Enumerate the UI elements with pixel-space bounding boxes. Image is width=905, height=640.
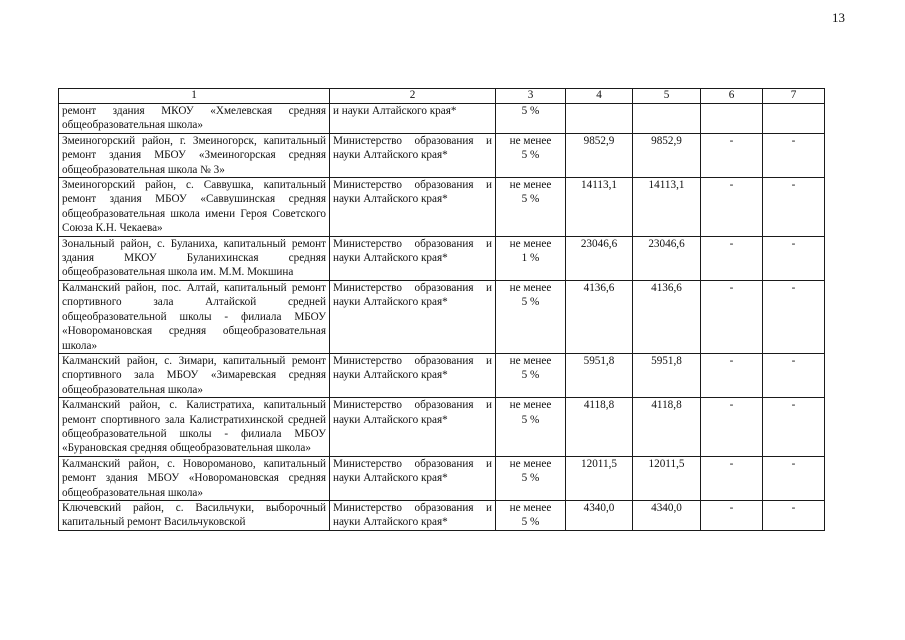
page-number: 13 (832, 10, 845, 25)
amount-total-cell: 4340,0 (566, 500, 633, 530)
amount-total-cell (566, 104, 633, 134)
share-value: 5 % (521, 193, 540, 206)
header-cell-2: 2 (330, 89, 496, 104)
share-value: 5 % (521, 149, 540, 162)
share-label: не менее (509, 237, 552, 250)
cofinancing-share-cell (496, 133, 566, 177)
amount-col6-cell: - (701, 500, 763, 530)
amount-col7-cell: - (763, 236, 825, 280)
table-row (59, 456, 825, 500)
share-value: 5 % (521, 516, 540, 529)
cofinancing-share-cell (496, 104, 566, 134)
table-row (59, 178, 825, 237)
share-label: не менее (509, 134, 552, 147)
table-row (59, 104, 825, 134)
amount-col7-cell: - (763, 178, 825, 237)
share-label: не менее (509, 281, 552, 294)
amount-year-cell: 5951,8 (633, 353, 701, 397)
share-value: 5 % (521, 369, 540, 382)
share-label: не менее (509, 179, 552, 192)
cofinancing-share-cell (496, 500, 566, 530)
amount-total-cell: 14113,1 (566, 178, 633, 237)
table-row (59, 280, 825, 353)
amount-year-cell: 9852,9 (633, 133, 701, 177)
amount-total-cell: 12011,5 (566, 456, 633, 500)
executor-cell: Министерство образования и науки Алтайского края* (330, 236, 496, 280)
cofinancing-share-cell (496, 353, 566, 397)
object-name-cell: ремонт здания МКОУ «Хмелевская средняя общеобразовательная школа» (59, 104, 330, 134)
amount-col6-cell: - (701, 236, 763, 280)
executor-cell: Министерство образования и науки Алтайского края* (330, 133, 496, 177)
table-row (59, 133, 825, 177)
amount-total-cell: 23046,6 (566, 236, 633, 280)
amount-col7-cell: - (763, 280, 825, 353)
executor-cell: Министерство образования и науки Алтайского края* (330, 353, 496, 397)
amount-col6-cell: - (701, 353, 763, 397)
object-name-cell: Ключевский район, с. Васильчуки, выборочный капитальный ремонт Васильчуковской (59, 500, 330, 530)
amount-col7-cell: - (763, 133, 825, 177)
amount-year-cell: 14113,1 (633, 178, 701, 237)
amount-total-cell: 9852,9 (566, 133, 633, 177)
share-value: 5 % (521, 472, 540, 485)
amount-col6-cell: - (701, 133, 763, 177)
amount-col7-cell (763, 104, 825, 134)
executor-cell: Министерство образования и науки Алтайского края* (330, 456, 496, 500)
amount-col6-cell (701, 104, 763, 134)
share-value: 5 % (521, 413, 540, 426)
share-value: 5 % (521, 296, 540, 309)
share-label: не менее (509, 501, 552, 514)
amount-col7-cell: - (763, 353, 825, 397)
share-value: 5 % (521, 105, 540, 117)
table-row (59, 398, 825, 457)
object-name-cell: Зональный район, с. Буланиха, капитальный ремонт здания МКОУ Буланихинская средняя общеобразовательная школа им. М.М. Мокшина (59, 236, 330, 280)
executor-cell: Министерство образования и науки Алтайского края* (330, 398, 496, 457)
cofinancing-share-cell (496, 456, 566, 500)
amount-col7-cell: - (763, 456, 825, 500)
object-name-cell: Калманский район, с. Калистратиха, капитальный ремонт спортивного зала Калистратихинской средней общеобразовательной школы - филиала МБОУ «Бурановская средняя общеобразовательная школа» (59, 398, 330, 457)
amount-year-cell: 12011,5 (633, 456, 701, 500)
amount-total-cell: 5951,8 (566, 353, 633, 397)
cofinancing-share-cell (496, 236, 566, 280)
header-cell-5: 5 (633, 89, 701, 104)
object-name-cell: Калманский район, с. Зимари, капитальный ремонт спортивного зала МБОУ «Зимаревская средняя общеобразовательная школа» (59, 353, 330, 397)
header-cell-1: 1 (59, 89, 330, 104)
header-cell-4: 4 (566, 89, 633, 104)
amount-col6-cell: - (701, 398, 763, 457)
header-cell-7: 7 (763, 89, 825, 104)
amount-col7-cell: - (763, 500, 825, 530)
amount-col7-cell: - (763, 398, 825, 457)
share-label: не менее (509, 354, 552, 367)
amount-col6-cell: - (701, 280, 763, 353)
header-cell-6: 6 (701, 89, 763, 104)
share-label: не менее (509, 457, 552, 470)
table-header-row (59, 89, 825, 104)
executor-cell: Министерство образования и науки Алтайского края* (330, 280, 496, 353)
amount-year-cell: 4340,0 (633, 500, 701, 530)
amount-year-cell: 23046,6 (633, 236, 701, 280)
header-cell-3: 3 (496, 89, 566, 104)
amount-total-cell: 4118,8 (566, 398, 633, 457)
amount-year-cell: 4118,8 (633, 398, 701, 457)
amount-col6-cell: - (701, 178, 763, 237)
table-row (59, 353, 825, 397)
object-name-cell: Змеиногорский район, с. Саввушка, капитальный ремонт здания МБОУ «Саввушинская средняя общеобразовательная школа имени Героя Советского Союза К.Н. Чекаева» (59, 178, 330, 237)
object-name-cell: Калманский район, пос. Алтай, капитальный ремонт спортивного зала Алтайской средней общеобразовательной школы - филиала МБОУ «Новоромановская средняя общеобразовательная школа» (59, 280, 330, 353)
amount-year-cell: 4136,6 (633, 280, 701, 353)
table-body (59, 104, 825, 531)
share-label: не менее (509, 399, 552, 412)
amount-total-cell: 4136,6 (566, 280, 633, 353)
cofinancing-share-cell (496, 280, 566, 353)
amount-year-cell (633, 104, 701, 134)
executor-cell: и науки Алтайского края* (330, 104, 496, 134)
share-value: 1 % (521, 252, 540, 265)
program-table (58, 88, 825, 531)
executor-cell: Министерство образования и науки Алтайского края* (330, 500, 496, 530)
executor-cell: Министерство образования и науки Алтайского края* (330, 178, 496, 237)
object-name-cell: Калманский район, с. Новороманово, капитальный ремонт здания МБОУ «Новоромановская средняя общеобразовательная школа» (59, 456, 330, 500)
object-name-cell: Змеиногорский район, г. Змеиногорск, капитальный ремонт здания МБОУ «Змеиногорская средняя общеобразовательная школа № 3» (59, 133, 330, 177)
cofinancing-share-cell (496, 398, 566, 457)
table-row (59, 500, 825, 530)
table-row (59, 236, 825, 280)
amount-col6-cell: - (701, 456, 763, 500)
cofinancing-share-cell (496, 178, 566, 237)
